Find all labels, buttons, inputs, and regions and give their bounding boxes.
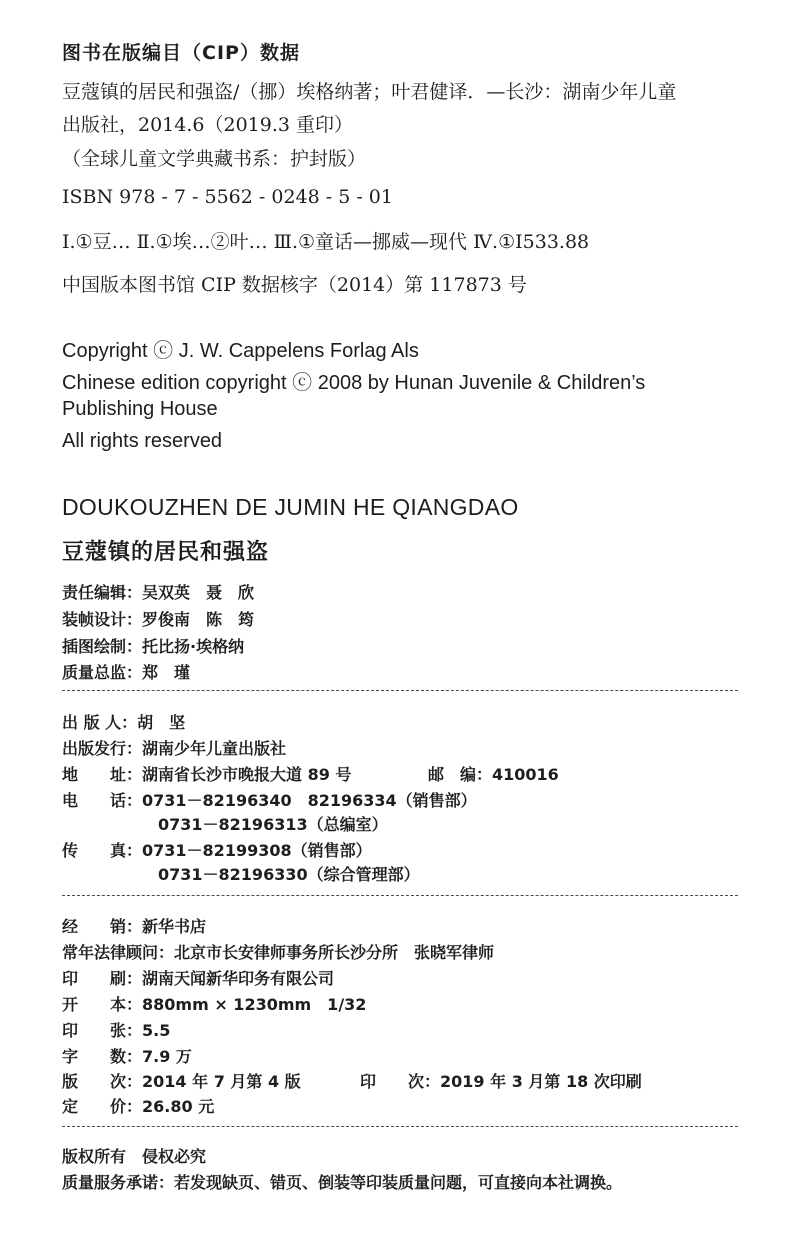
printer-label: 印 刷： bbox=[62, 969, 143, 988]
edition-value: 2014 年 7 月第 4 版 bbox=[142, 1072, 301, 1091]
issuer-label: 出版发行： bbox=[62, 739, 143, 758]
rights-notice: 版权所有 侵权必究 bbox=[62, 1147, 207, 1166]
staff-value: 吴双英 聂 欣 bbox=[142, 583, 255, 602]
sheets-label: 印 张： bbox=[62, 1021, 143, 1040]
issuer-row bbox=[62, 736, 286, 759]
address-row bbox=[62, 762, 351, 785]
legal-counsel-row bbox=[62, 940, 494, 963]
staff-row bbox=[62, 607, 254, 630]
dashed-divider bbox=[62, 690, 738, 691]
address-value: 湖南省长沙市晚报大道 89 号 bbox=[142, 765, 352, 784]
phone-label: 电 话： bbox=[62, 791, 143, 810]
price-value: 26.80 元 bbox=[142, 1097, 215, 1116]
dashed-divider bbox=[62, 1126, 738, 1127]
cip-approval-number: 中国版本图书馆 CIP 数据核字（2014）第 117873 号 bbox=[62, 274, 527, 296]
postcode-label: 邮 编： bbox=[428, 765, 493, 784]
issuer-value: 湖南少年儿童出版社 bbox=[142, 739, 287, 758]
phone-row bbox=[62, 788, 477, 811]
edition-label: 版 次： bbox=[62, 1072, 143, 1091]
impression-value: 2019 年 3 月第 18 次印刷 bbox=[440, 1072, 642, 1091]
publisher-value: 胡 坚 bbox=[137, 713, 186, 732]
copyright-line-2: Chinese edition copyright ⓒ 2008 by Hunan Juvenile & Children’s bbox=[62, 372, 646, 394]
word-count-value: 7.9 万 bbox=[142, 1047, 192, 1066]
printer-row bbox=[62, 966, 334, 989]
staff-row bbox=[62, 580, 254, 603]
format-label: 开 本： bbox=[62, 995, 143, 1014]
distributor-row bbox=[62, 914, 206, 937]
word-count-label: 字 数： bbox=[62, 1047, 143, 1066]
phone-value-2: 0731－82196313（总编室） bbox=[158, 815, 388, 834]
title-pinyin: DOUKOUZHEN DE JUMIN HE QIANGDAO bbox=[62, 494, 519, 520]
price-row bbox=[62, 1094, 214, 1117]
phone-value: 0731－82196340 82196334（销售部） bbox=[142, 791, 477, 810]
publisher-label: 出 版 人： bbox=[62, 713, 138, 732]
title-chinese: 豆蔻镇的居民和强盗 bbox=[62, 540, 270, 565]
classification-line: Ⅰ.①豆… Ⅱ.①埃…②叶… Ⅲ.①童话—挪威—现代 Ⅳ.①I533.88 bbox=[62, 231, 590, 253]
cip-series-line: （全球儿童文学典藏书系：护封版） bbox=[62, 148, 367, 170]
sheets-value: 5.5 bbox=[142, 1021, 171, 1040]
staff-label: 责任编辑： bbox=[62, 583, 143, 602]
staff-label: 插图绘制： bbox=[62, 637, 143, 656]
cip-record-line-2: 出版社，2014.6（2019.3 重印） bbox=[62, 114, 354, 136]
postcode-value: 410016 bbox=[492, 765, 559, 784]
price-label: 定 价： bbox=[62, 1097, 143, 1116]
legal-counsel-value: 北京市长安律师事务所长沙分所 张晓军律师 bbox=[174, 943, 495, 962]
cip-heading: 图书在版编目（CIP）数据 bbox=[62, 42, 300, 64]
fax-value-2: 0731－82196330（综合管理部） bbox=[158, 865, 420, 884]
format-value: 880mm × 1230mm 1/32 bbox=[142, 995, 367, 1014]
legal-counsel-label: 常年法律顾问： bbox=[62, 943, 175, 962]
cip-record-line-1: 豆蔻镇的居民和强盗/（挪）埃格纳著；叶君健译．—长沙：湖南少年儿童 bbox=[62, 81, 677, 103]
postcode-row bbox=[428, 762, 559, 785]
isbn: ISBN 978 - 7 - 5562 - 0248 - 5 - 01 bbox=[62, 186, 393, 208]
dashed-divider bbox=[62, 895, 738, 896]
publisher-row bbox=[62, 710, 185, 733]
printer-value: 湖南天闻新华印务有限公司 bbox=[142, 969, 335, 988]
copyright-line-3: Publishing House bbox=[62, 398, 218, 420]
staff-row bbox=[62, 660, 190, 683]
fax-value: 0731－82199308（销售部） bbox=[142, 841, 372, 860]
quality-promise: 质量服务承诺：若发现缺页、错页、倒装等印装质量问题，可直接向本社调换。 bbox=[62, 1173, 623, 1192]
staff-value: 托比扬·埃格纳 bbox=[142, 637, 245, 656]
staff-label: 质量总监： bbox=[62, 663, 143, 682]
format-row bbox=[62, 992, 366, 1015]
staff-label: 装帧设计： bbox=[62, 610, 143, 629]
fax-row bbox=[62, 838, 372, 861]
address-label: 地 址： bbox=[62, 765, 143, 784]
impression-row bbox=[360, 1069, 642, 1092]
word-count-row bbox=[62, 1044, 192, 1067]
sheets-row bbox=[62, 1018, 170, 1041]
distributor-label: 经 销： bbox=[62, 917, 143, 936]
copyright-line-1: Copyright ⓒ J. W. Cappelens Forlag Als bbox=[62, 340, 419, 362]
fax-label: 传 真： bbox=[62, 841, 143, 860]
staff-row bbox=[62, 634, 244, 657]
staff-value: 郑 瑾 bbox=[142, 663, 191, 682]
edition-row bbox=[62, 1069, 301, 1092]
impression-label: 印 次： bbox=[360, 1072, 441, 1091]
copyright-line-4: All rights reserved bbox=[62, 430, 223, 452]
staff-value: 罗俊南 陈 筠 bbox=[142, 610, 255, 629]
distributor-value: 新华书店 bbox=[142, 917, 207, 936]
